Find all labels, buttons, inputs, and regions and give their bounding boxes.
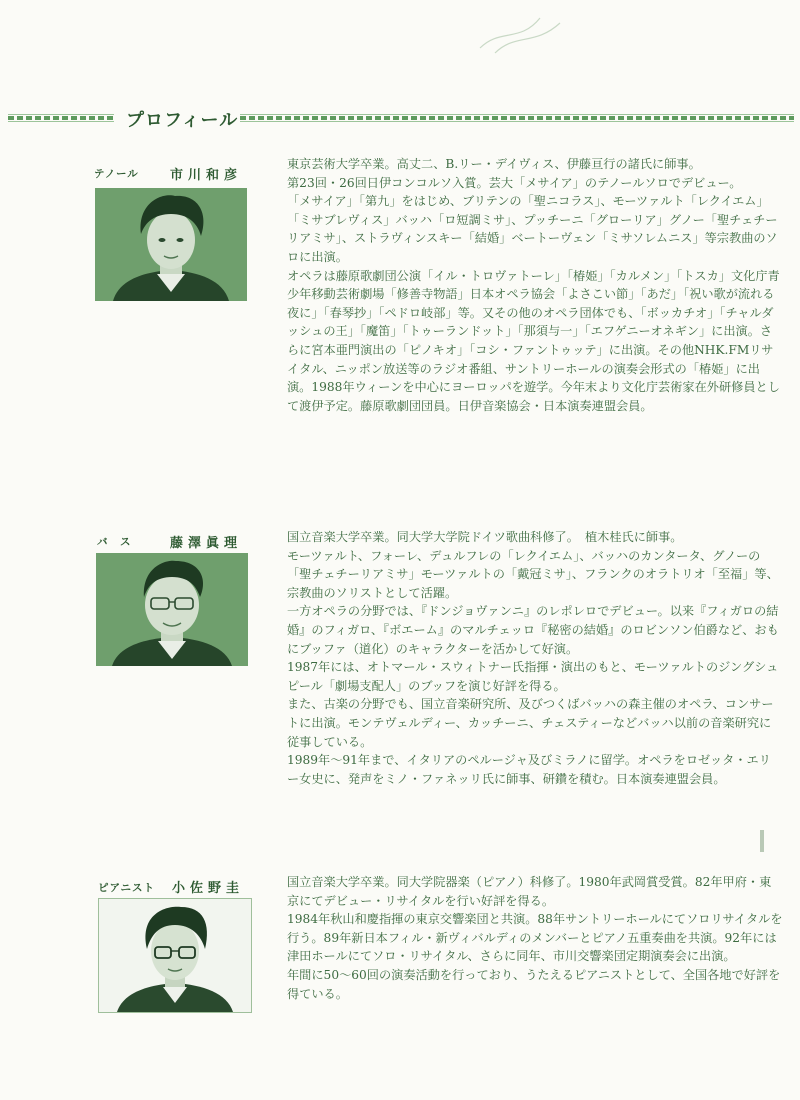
- profile-2-bio: [287, 528, 783, 788]
- profile-2-name: 藤澤眞理: [170, 536, 243, 551]
- profile-1-name: 市川和彦: [170, 168, 243, 183]
- profile-3-bio-paragraph: 1984年秋山和慶指揮の東京交響楽団と共演。88年サントリーホールにてソロリサイタルを行う。89年新日本フィル・新ヴィバルディのメンバーとピアノ五重奏曲を共演。92年には津田ホールにてソロ・リサイタル、さらに同年、市川交響楽団定期演奏会に出演。: [287, 912, 783, 964]
- profile-2-photo: [96, 553, 248, 666]
- decorative-scribble: [470, 8, 580, 58]
- profile-3-bio-paragraph: 年間に50～60回の演奏活動を行っており、うたえるピアニストとして、全国各地で好評を得ている。: [287, 967, 781, 1001]
- profile-3-role: ピアニスト: [98, 882, 155, 894]
- section-title: プロフィール: [126, 110, 239, 131]
- profile-2-bio-paragraph: 1989年～91年まで、イタリアのペルージャ及びミラノに留学。オペラをロゼッタ・エリー女史に、発声をミノ・ファネッリ氏に師事、研鑽を積む。日本演奏連盟会員。: [287, 753, 771, 786]
- profile-3-bio-paragraph: 国立音楽大学卒業。同大学院器楽（ピアノ）科修了。1980年武岡賞受賞。82年甲府・東京にてデビュー・リサイタルを行い好評を得る。: [287, 875, 772, 908]
- profile-2-bio-paragraph: 1987年には、オトマール・スウィトナー氏指揮・演出のもと、モーツァルトのジングシュピール「劇場支配人」のブッフを演じ好評を得る。: [287, 660, 779, 693]
- profile-3-photo: [98, 898, 252, 1013]
- profile-1-bio-paragraph: 「メサイア」「第九」をはじめ、ブリテンの「聖ニコラス」、モーツァルト「レクイエム」「ミサブレヴィス」バッハ「ロ短調ミサ」、プッチーニ「グローリア」グノー「聖チェチーリアミサ」、ストラヴィンスキー「結婚」ベートーヴェン「ミサソレムニス」等宗教曲のソロに出演。: [287, 194, 778, 264]
- header-rule-right: [240, 116, 794, 120]
- header-rule-left: [8, 116, 114, 120]
- profile-1-bio-paragraph: 東京芸術大学卒業。高丈二、B.リー・デイヴィス、伊藤亘行の諸氏に師事。: [287, 157, 701, 171]
- profile-1-photo: [95, 188, 247, 301]
- profile-2-role: バ ス: [97, 536, 132, 548]
- profile-1-role: テノール: [94, 168, 139, 180]
- profile-2-bio-paragraph: また、古楽の分野でも、国立音楽研究所、及びつくばバッハの森主催のオペラ、コンサートに出演。モンテヴェルディー、カッチーニ、チェスティーなどバッハ以前の音楽研究に従事している。: [287, 697, 774, 749]
- profile-2-bio-paragraph: 一方オペラの分野では、『ドンジョヴァンニ』のレポレロでデビュー。以来『フィガロの結婚』のフィガロ、『ボエーム』のマルチェッロ『秘密の結婚』のロビンソン伯爵など、おもにブッファ（道化）のキャラクターを活かして好演。: [287, 604, 779, 656]
- profile-1-bio-paragraph: 第23回・26回日伊コンコルソ入賞。芸大「メサイア」のテノールソロでデビュー。: [287, 175, 742, 190]
- margin-mark: [760, 830, 764, 852]
- profile-2-bio-paragraph: 国立音楽大学卒業。同大学大学院ドイツ歌曲科修了。 植木桂氏に師事。: [287, 530, 683, 544]
- profile-3-name: 小佐野圭: [172, 881, 245, 896]
- profile-1-bio: [287, 155, 783, 415]
- profile-3-bio: [287, 873, 783, 1003]
- profile-2-bio-paragraph: モーツァルト、フォーレ、デュルフレの「レクイエム」、バッハのカンタータ、グノーの「聖チェチーリアミサ」モーツァルトの「戴冠ミサ」、フランクのオラトリオ「至福」等、宗教曲のソリストとして活躍。: [287, 548, 779, 600]
- profile-1-bio-paragraph: オペラは藤原歌劇団公演「イル・トロヴァトーレ」「椿姫」「カルメン」「トスカ」文化庁青少年移動芸術劇場「修善寺物語」日本オペラ協会「よさこい節」「あだ」「祝い歌が流れる夜に」「春琴抄」「ペドロ岐部」等。又その他のオペラ団体でも、「ボッカチオ」「チャルダッシュの王」「魔笛」「トゥーランドット」「那須与一」「エフゲニーオネギン」に出演。さらに宮本亜門演出の「ピノキオ」「コシ・ファントゥッテ」に出演。その他NHK.FMリサイタル、ニッポン放送等のラジオ番組、サントリーホールの演奏会形式の「椿姫」に出演。1988年ウィーンを中心にヨーロッパを遊学。今年末より文化庁芸術家在外研修員として渡伊予定。藤原歌劇団団員。日伊音楽協会・日本演奏連盟会員。: [287, 268, 780, 413]
- section-header: [8, 106, 794, 130]
